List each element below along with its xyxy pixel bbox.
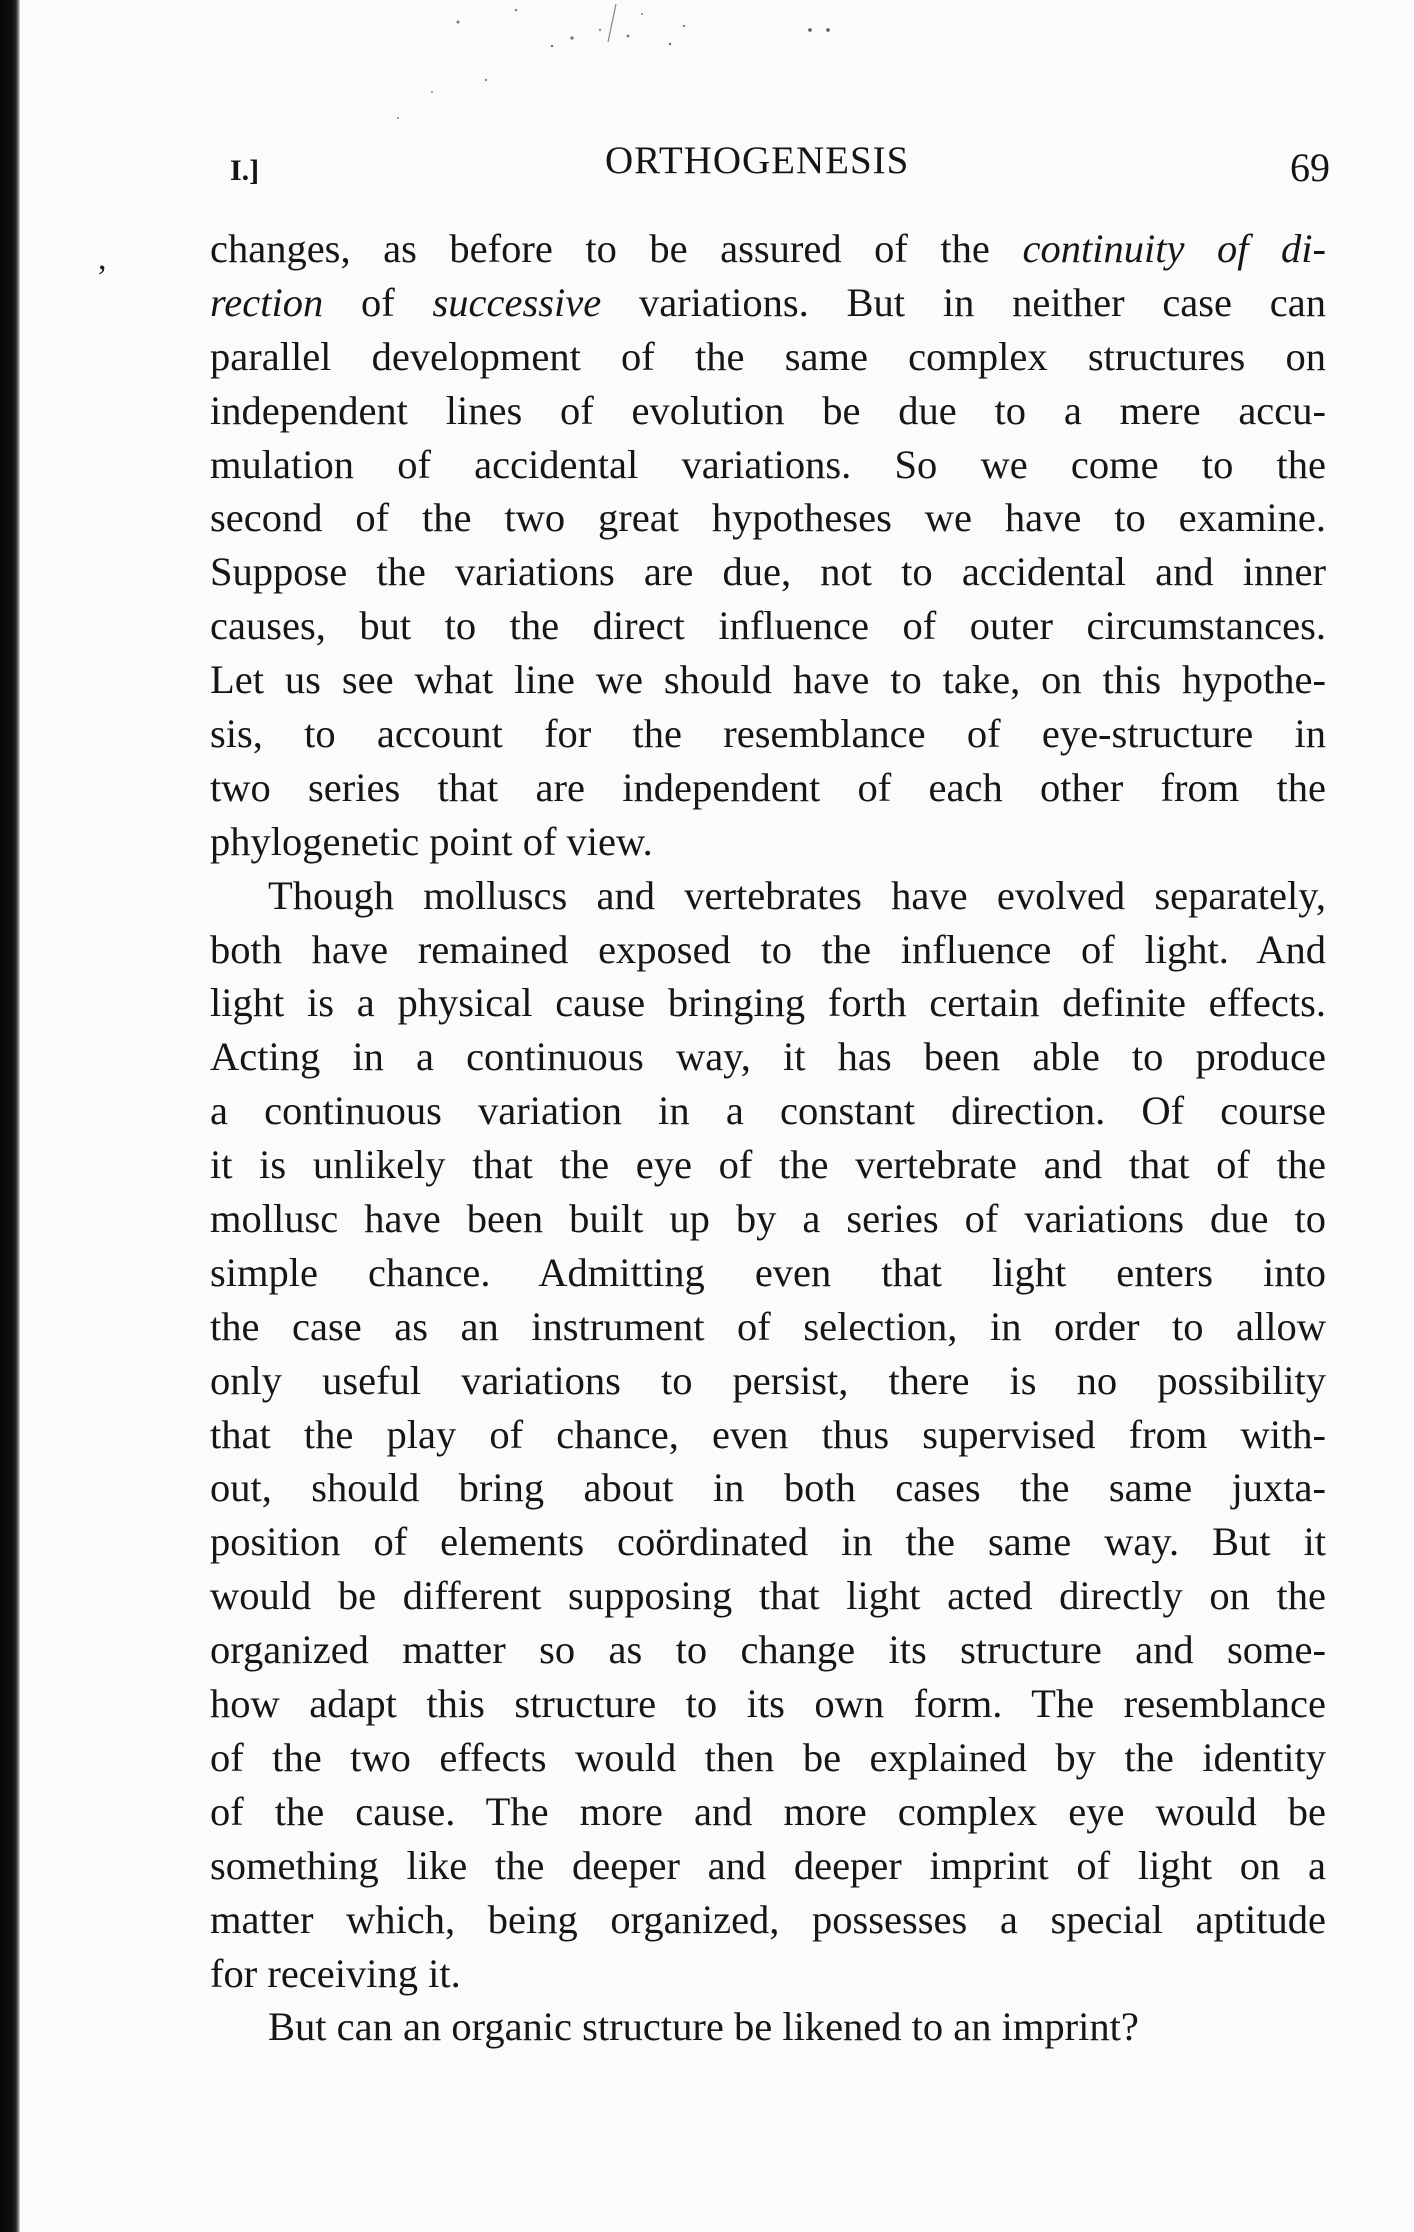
text-line: two series that are independent of each other from the [210, 764, 1326, 810]
text-line: only useful variations to persist, there is no possibility [210, 1357, 1326, 1403]
text-line: mollusc have been built up by a series of variations due to [210, 1196, 1326, 1242]
text-line: of the cause. The more and more complex eye would be [210, 1788, 1326, 1834]
text-line: But can an organic structure be likened to an imprint? [268, 2004, 1139, 2050]
text-line [210, 222, 1326, 276]
text-line: for receiving it. [210, 1950, 461, 1996]
text-line: a continuous variation in a constant direction. Of course [210, 1088, 1326, 1134]
paragraph [210, 222, 1326, 869]
text-line: causes, but to the direct influence of outer circumstances. [210, 603, 1326, 649]
page-number: 69 [1290, 145, 1330, 190]
text-line: of the two effects would then be explained by the identity [210, 1734, 1326, 1780]
body-text [210, 222, 1326, 2054]
text-line: would be different supposing that light acted directly on the [210, 1573, 1326, 1619]
text-line: organized matter so as to change its structure and some- [210, 1627, 1326, 1673]
text-line [210, 276, 1326, 330]
text-line: simple chance. Admitting even that light enters into [210, 1249, 1326, 1295]
italic-text: successive [432, 279, 602, 325]
text-line: something like the deeper and deeper imprint of light on a [210, 1842, 1326, 1888]
text-line: how adapt this structure to its own form. The resemblance [210, 1681, 1326, 1727]
text-line: Suppose the variations are due, not to accidental and inner [210, 549, 1326, 595]
text-line: light is a physical cause bringing forth certain definite effects. [210, 980, 1326, 1026]
text-line: matter which, being organized, possesses a special aptitude [210, 1896, 1326, 1942]
text-line: Let us see what line we should have to take, on this hypothe- [210, 657, 1326, 703]
text-span: changes, as before to be assured of the [210, 226, 1023, 271]
text-span: of [323, 279, 433, 325]
text-line: that the play of chance, even thus supervised from with- [210, 1411, 1326, 1457]
text-line: position of elements coördinated in the same way. But it [210, 1519, 1326, 1565]
scan-specks [340, 0, 900, 140]
text-line: Acting in a continuous way, it has been able to produce [210, 1034, 1326, 1080]
margin-mark: , [98, 240, 107, 277]
section-reference: I.] [230, 154, 260, 187]
text-line: independent lines of evolution be due to a mere accu- [210, 387, 1326, 433]
text-line: phylogenetic point of view. [210, 818, 653, 864]
running-title: ORTHOGENESIS [605, 139, 910, 182]
text-span: variations. But in neither case can [601, 279, 1326, 325]
text-line: the case as an instrument of selection, in order to allow [210, 1303, 1326, 1349]
text-line: both have remained exposed to the influence of light. And [210, 926, 1326, 972]
text-line: sis, to account for the resemblance of eye-structure in [210, 711, 1326, 757]
text-line: out, should bring about in both cases the same juxta- [210, 1465, 1326, 1511]
running-header [230, 138, 1330, 198]
italic-text: rection [210, 279, 324, 325]
text-line: parallel development of the same complex structures on [210, 333, 1326, 379]
text-line: second of the two great hypotheses we have to examine. [210, 495, 1326, 541]
text-line: mulation of accidental variations. So we come to the [210, 441, 1326, 487]
text-line: it is unlikely that the eye of the vertebrate and that of the [210, 1142, 1326, 1188]
italic-text: continuity of di- [1022, 226, 1327, 271]
paragraph [210, 869, 1326, 2001]
paragraph [210, 2000, 1326, 2054]
binding-edge [0, 0, 20, 2232]
text-line: Though molluscs and vertebrates have evolved separately, [268, 872, 1326, 918]
